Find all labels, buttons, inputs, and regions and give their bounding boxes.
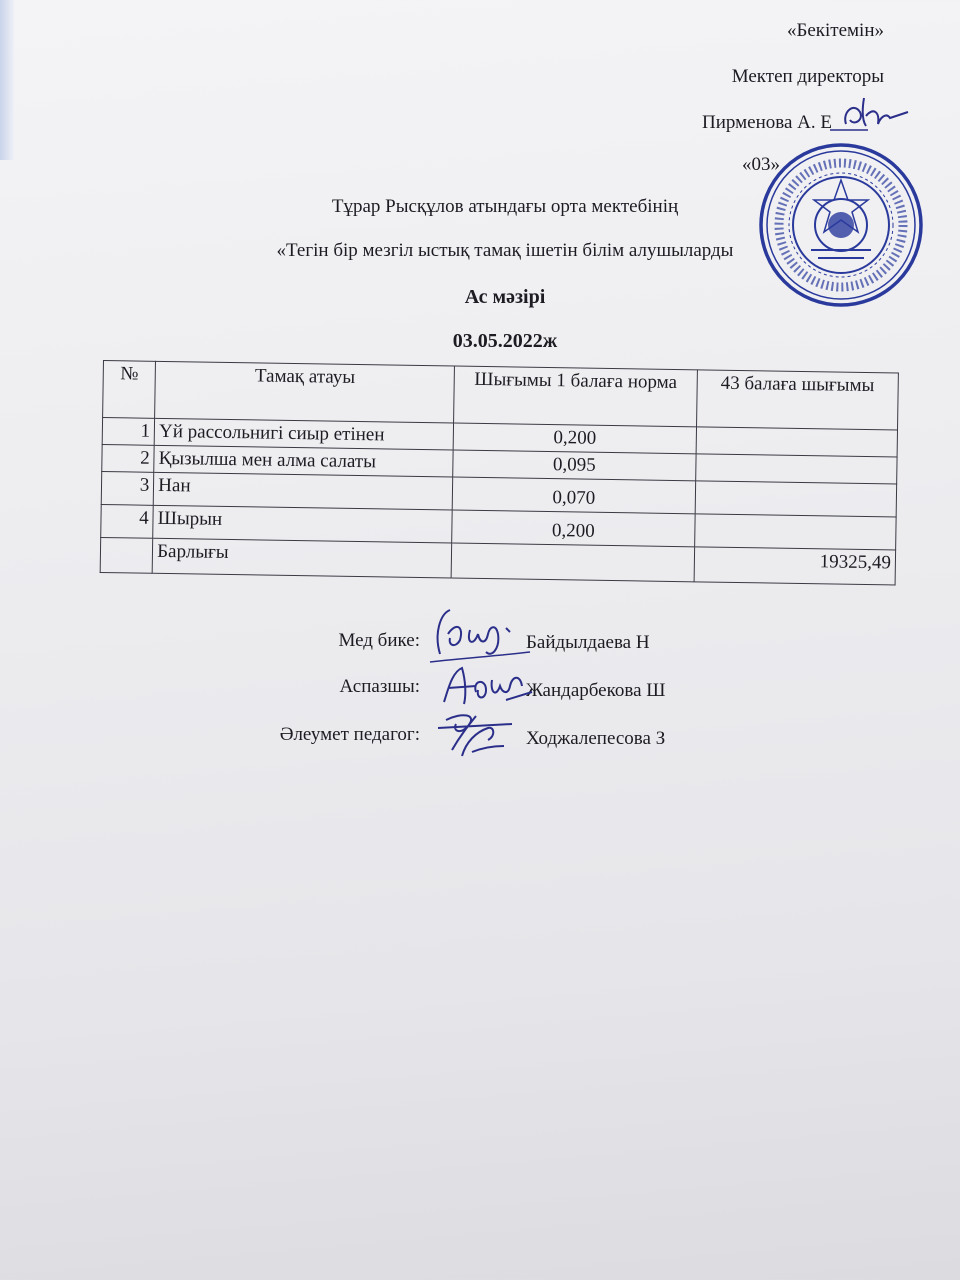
director-label: Мектеп директоры (731, 66, 884, 87)
header-number: № (103, 361, 156, 419)
nurse-label: Мед бике: (338, 630, 420, 651)
school-stamp (756, 140, 926, 310)
row-norm: 0,200 (452, 510, 695, 547)
approval-date: «03» (742, 154, 780, 175)
row-total (696, 427, 898, 457)
total-value: 19325,49 (694, 547, 896, 585)
cook-label: Аспазшы: (339, 676, 420, 697)
social-teacher-name: Ходжалепесова З (526, 728, 666, 749)
director-name: Пирменова А. Е (702, 112, 832, 133)
row-norm: 0,095 (453, 450, 696, 481)
school-name-line: Тұрар Рысқұлов атындағы орта мектебінің (331, 196, 679, 217)
page-edge-strip (0, 0, 14, 160)
total-label: Барлығы (152, 538, 452, 578)
nurse-signature (426, 604, 536, 666)
row-number: 4 (101, 504, 154, 538)
row-number: 2 (102, 444, 155, 472)
menu-date: 03.05.2022ж (452, 330, 558, 352)
approval-title: «Бекітемін» (786, 20, 884, 41)
row-number: 3 (101, 471, 154, 505)
row-norm: 0,070 (453, 477, 696, 514)
subject-line: «Тегін бір мезгіл ыстық тамақ ішетін білім алушыларды (276, 240, 734, 261)
header-norm-per-child: Шығымы 1 балаға норма (454, 366, 697, 427)
total-number (100, 537, 153, 573)
total-norm (451, 543, 694, 582)
row-dish-name: Үй рассольнигі сиыр етінен (154, 418, 453, 450)
social-teacher-label: Әлеумет педагог: (279, 724, 420, 745)
cook-name: Жандарбекова Ш (526, 680, 666, 701)
row-number: 1 (102, 418, 155, 446)
social-teacher-signature (432, 706, 518, 760)
row-total (695, 454, 897, 484)
menu-table (100, 360, 899, 585)
row-total (694, 514, 896, 550)
menu-title: Ас мәзірі (464, 286, 546, 308)
header-dish-name: Тамақ атауы (155, 361, 455, 423)
director-signature (828, 94, 918, 138)
row-dish-name: Нан (153, 472, 453, 510)
row-norm: 0,200 (453, 423, 696, 454)
row-dish-name: Шырын (153, 505, 453, 543)
row-total (695, 481, 897, 517)
nurse-name: Байдылдаева Н (526, 632, 650, 653)
header-total-43: 43 балаға шығымы (696, 370, 898, 430)
cook-signature (436, 662, 536, 708)
row-dish-name: Қызылша мен алма салаты (154, 445, 453, 477)
